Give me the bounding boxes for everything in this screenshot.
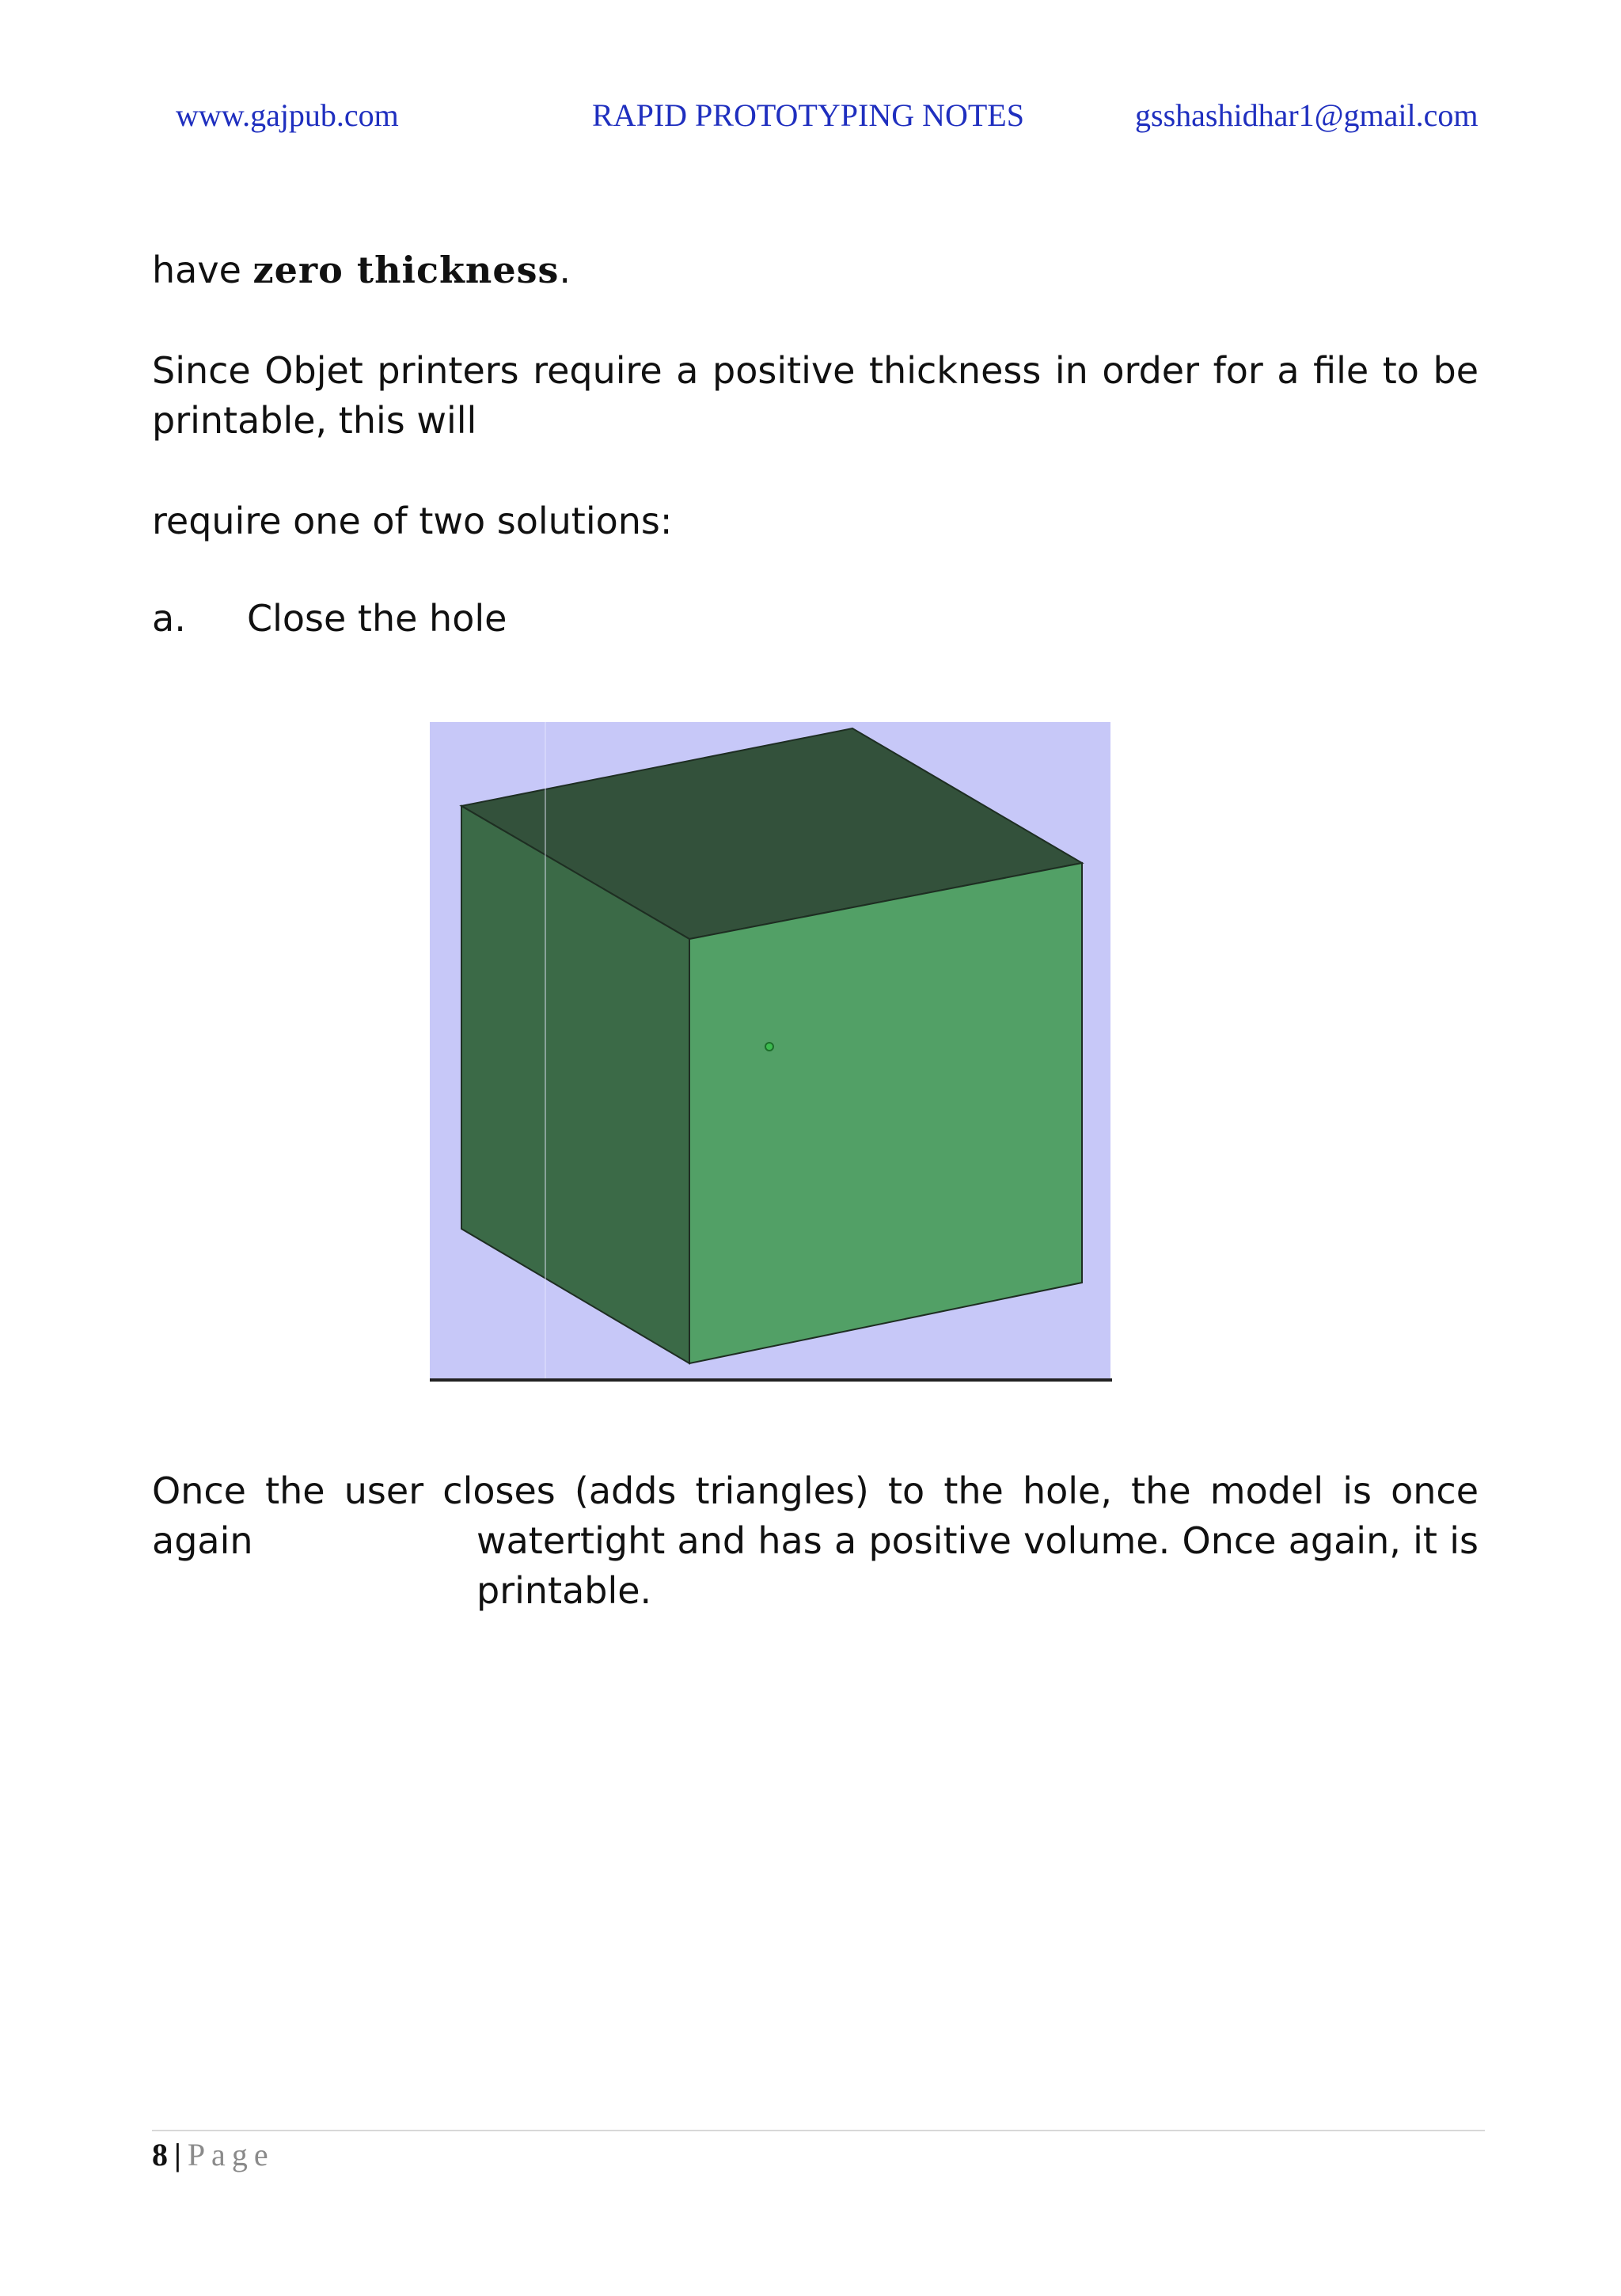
p1-prefix: have [152, 249, 253, 291]
paragraph-solutions: require one of two solutions: [152, 500, 673, 542]
footer-divider [152, 2130, 1485, 2131]
cube-front-face [689, 863, 1082, 1363]
paragraph-watertight-continued: watertight and has a positive volume. Once again, it is printable. [476, 1519, 1479, 1612]
figure-underline [430, 1378, 1112, 1382]
paragraph-zero-thickness [152, 245, 1479, 295]
p1-bold-term: zero thickness [252, 249, 560, 291]
list-item-text: Close the hole [247, 597, 507, 640]
paragraph-objet-printers: Since Objet printers require a positive thickness in order for a file to be printable, this will [152, 349, 1479, 442]
header-website[interactable]: www.gajpub.com [176, 97, 399, 133]
page-footer [152, 2136, 275, 2173]
paragraph-watertight: Once the user closes (adds triangles) to the hole, the model is once again [152, 1469, 1479, 1562]
page-label: Page [187, 2137, 275, 2172]
p1-suffix: . [559, 249, 571, 291]
list-item-close-hole [152, 594, 1479, 644]
list-marker: a. [152, 597, 186, 640]
cube-marker-dot [765, 1043, 773, 1051]
header-email[interactable]: gsshashidhar1@gmail.com [1135, 97, 1479, 133]
page-number: 8 [152, 2137, 168, 2172]
page-header [0, 97, 1621, 136]
header-title: RAPID PROTOTYPING NOTES [592, 97, 1024, 133]
cube-figure [430, 722, 1110, 1381]
page-separator: | [174, 2137, 181, 2172]
